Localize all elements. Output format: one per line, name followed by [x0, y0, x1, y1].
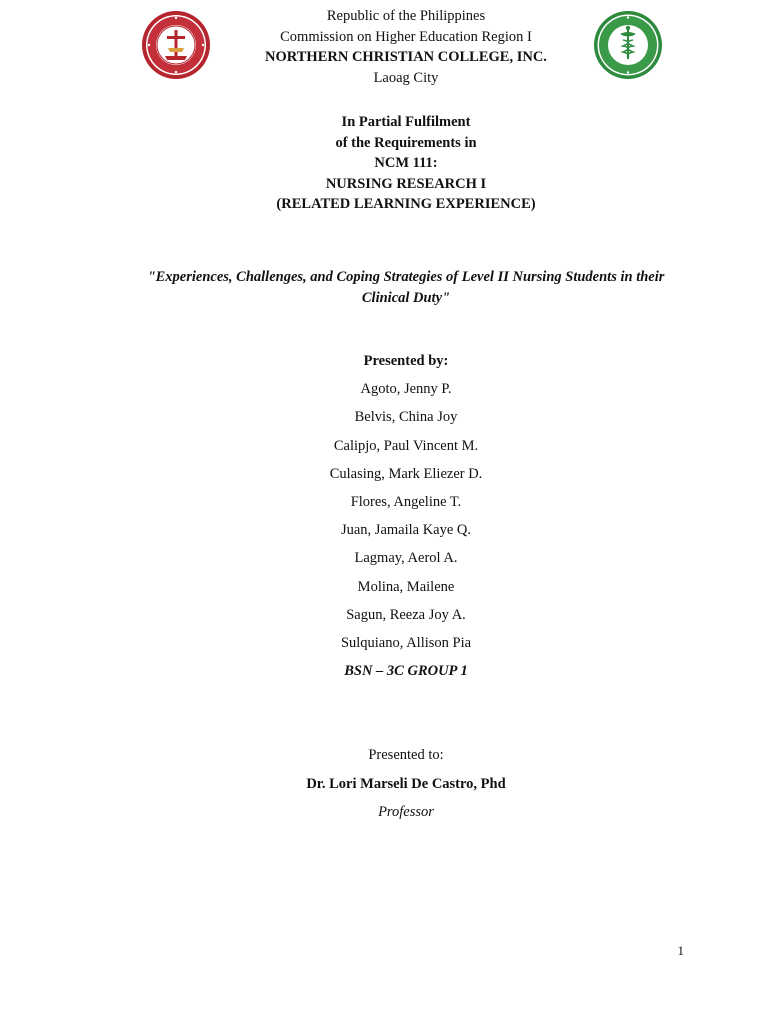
presented-to-block: [120, 741, 692, 827]
professor-role: Professor: [378, 804, 434, 820]
research-title: [120, 267, 692, 309]
requirements-block: [120, 112, 692, 215]
page-number: 1: [677, 943, 684, 958]
member-name: Culasing, Mark Eliezer D.: [329, 465, 483, 482]
course-code: NCM 111:: [374, 155, 438, 171]
header-college-name: NORTHERN CHRISTIAN COLLEGE, INC.: [265, 49, 547, 65]
member-name: Sagun, Reeza Joy A.: [346, 606, 466, 623]
group-label: BSN – 3C GROUP 1: [344, 663, 468, 680]
professor-name: Dr. Lori Marseli De Castro, Phd: [306, 775, 506, 792]
member-name: Molina, Mailene: [357, 578, 455, 595]
institution-header: [120, 6, 692, 88]
member-name: Calipjo, Paul Vincent M.: [333, 437, 479, 454]
requirements-line-2: of the Requirements in: [335, 134, 477, 151]
research-title-line-2: Clinical Duty": [361, 290, 451, 306]
course-title: NURSING RESEARCH I: [325, 175, 487, 192]
presented-by-label: Presented by:: [363, 353, 449, 369]
member-name: Sulquiano, Allison Pia: [340, 635, 472, 652]
member-name: Agoto, Jenny P.: [360, 381, 452, 398]
course-subtitle: (RELATED LEARNING EXPERIENCE): [276, 196, 536, 212]
member-name: Lagmay, Aerol A.: [354, 550, 458, 567]
header-republic: Republic of the Philippines: [326, 8, 486, 24]
member-name: Flores, Angeline T.: [350, 494, 462, 511]
research-title-line-1: "Experiences, Challenges, and Coping Strategies of Level II Nursing Students in their: [147, 269, 665, 285]
header-commission: Commission on Higher Education Region I: [280, 28, 532, 45]
member-name: Juan, Jamaila Kaye Q.: [340, 522, 472, 539]
header-city: Laoag City: [373, 69, 439, 86]
requirements-line-1: In Partial Fulfilment: [341, 114, 471, 130]
member-name: Belvis, China Joy: [354, 409, 458, 426]
presented-to-label: Presented to:: [368, 747, 444, 763]
presenters-block: [120, 347, 692, 685]
